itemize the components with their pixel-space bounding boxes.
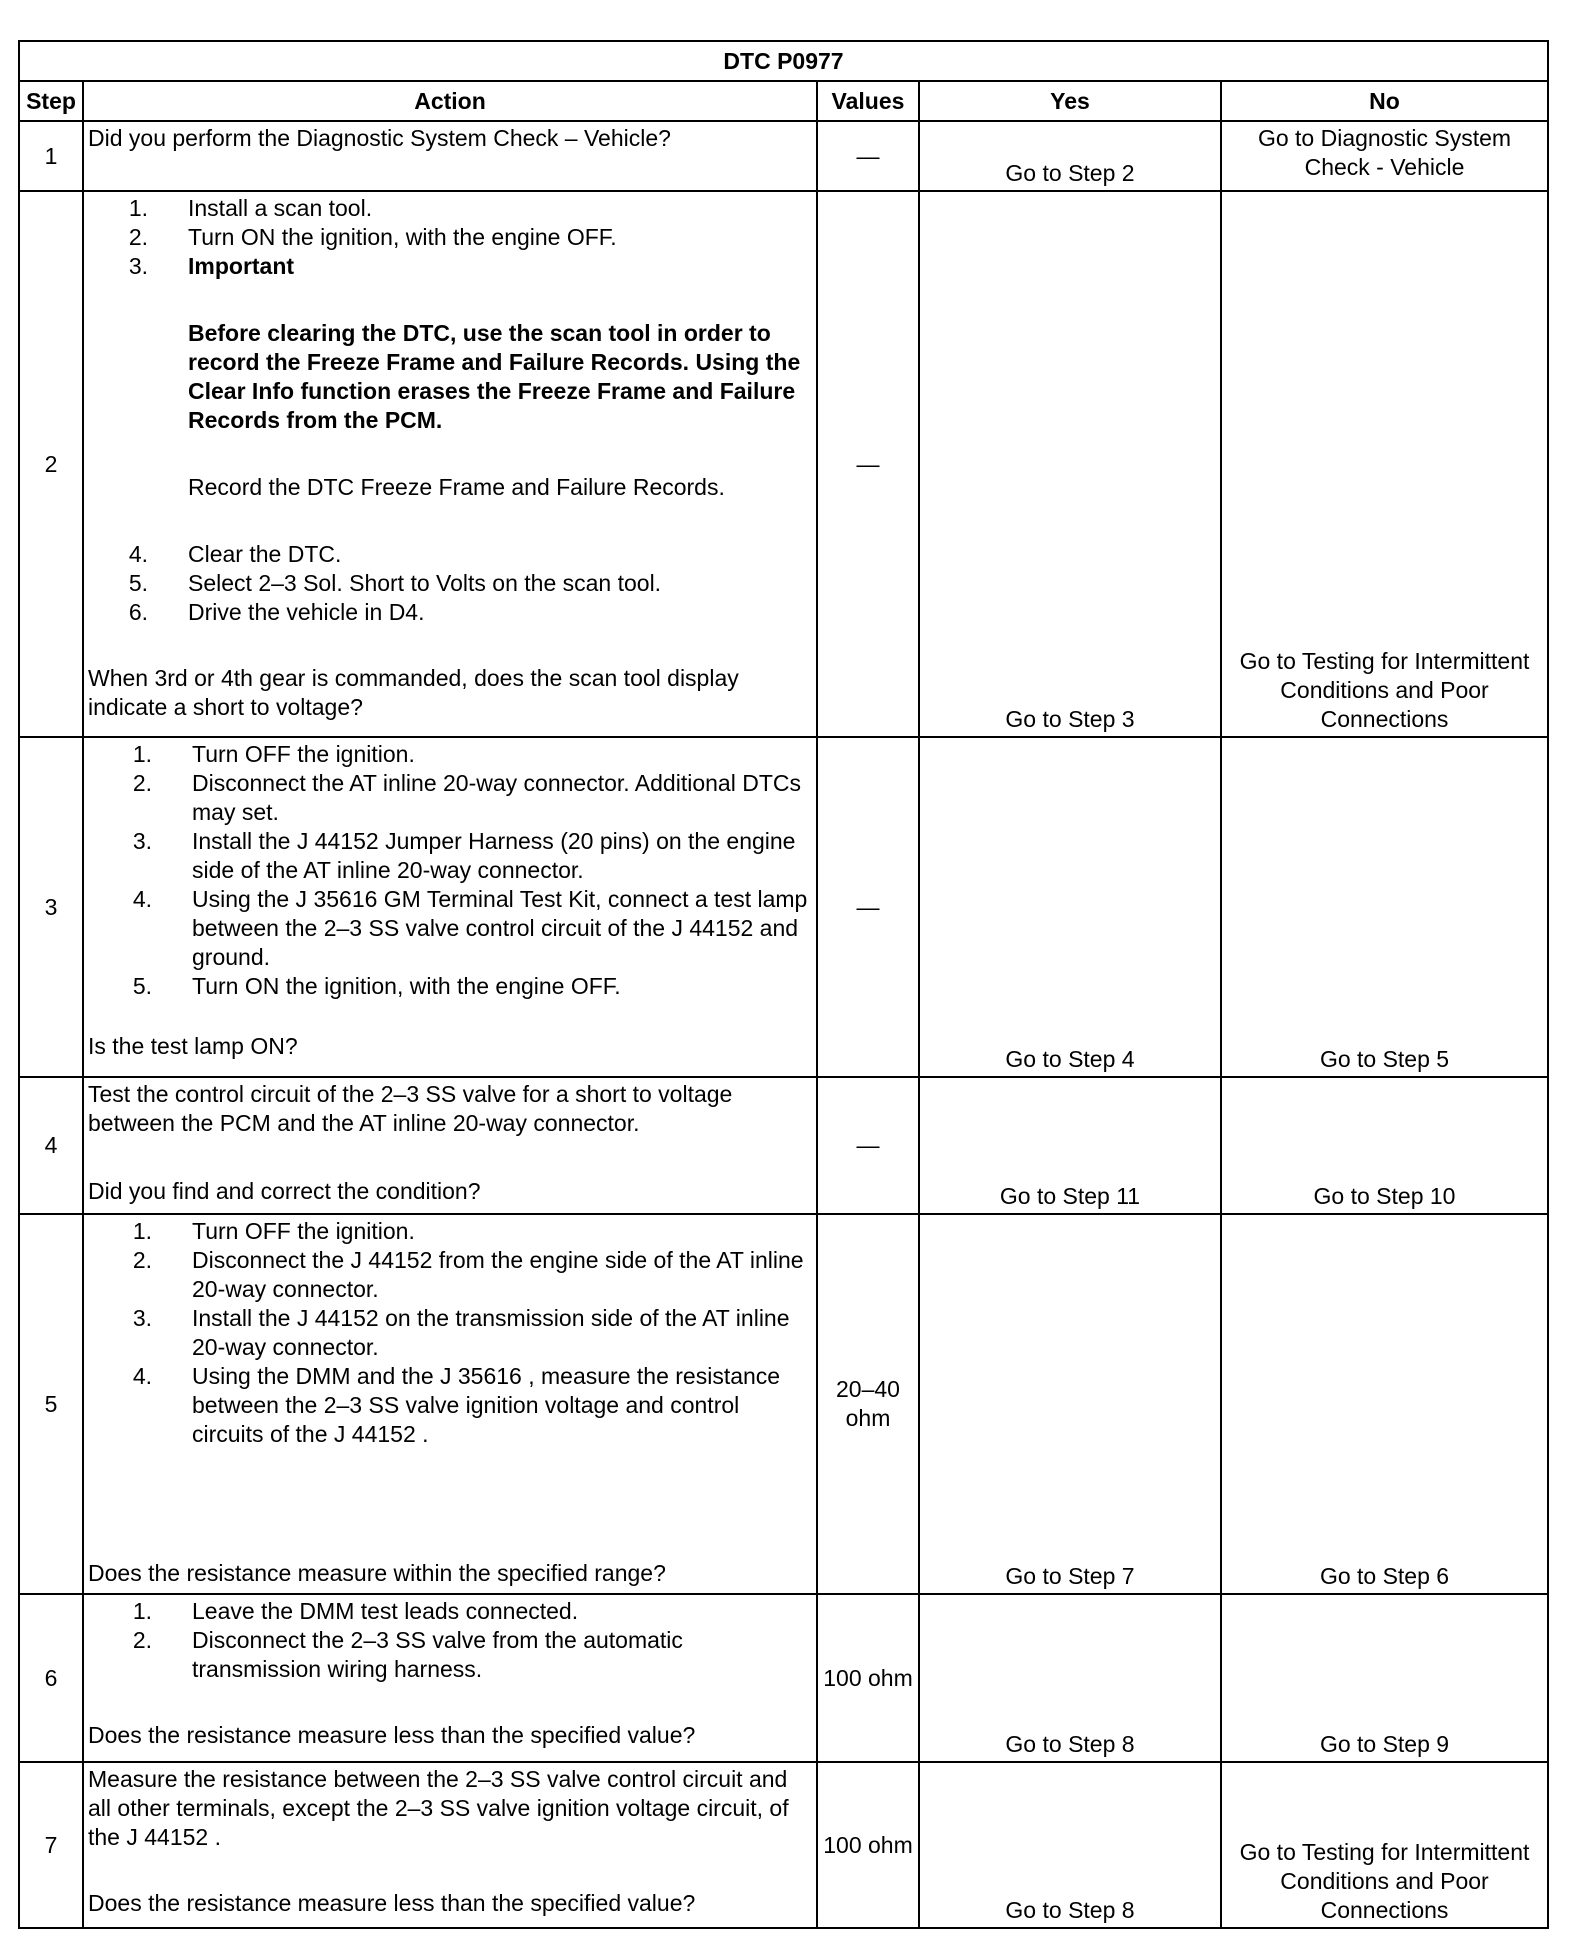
value-cell: 100 ohm bbox=[817, 1762, 919, 1928]
table-title: DTC P0977 bbox=[19, 41, 1548, 81]
action-cell bbox=[83, 1762, 817, 1928]
action-text: Test the control circuit of the 2–3 SS valve for a short to voltage between the PCM and the AT inline 20-way connector. bbox=[88, 1081, 733, 1136]
step-list-item: 2. Disconnect the J 44152 from the engine side of the AT inline 20-way connector. bbox=[132, 1247, 804, 1302]
step-list-item: 2. Turn ON the ignition, with the engine OFF. bbox=[128, 224, 617, 250]
action-cell bbox=[83, 191, 817, 737]
yes-cell: Go to Step 8 bbox=[919, 1594, 1221, 1762]
table-row bbox=[19, 1214, 1548, 1594]
action-cell bbox=[83, 1077, 817, 1214]
action-cell bbox=[83, 121, 817, 191]
header-step: Step bbox=[19, 81, 83, 121]
table-row bbox=[19, 1762, 1548, 1928]
dtc-table bbox=[18, 40, 1549, 1929]
action-cell bbox=[83, 737, 817, 1077]
step-list-item: 5. Turn ON the ignition, with the engine OFF. bbox=[132, 973, 621, 999]
step-list-item: 1. Turn OFF the ignition. bbox=[132, 1218, 415, 1244]
action-text: Measure the resistance between the 2–3 SS valve control circuit and all other terminals, except the 2–3 SS valve ignition voltage circuit, of the J 44152 . bbox=[88, 1766, 789, 1850]
no-cell: Go to Diagnostic System Check - Vehicle bbox=[1221, 121, 1548, 191]
yes-cell: Go to Step 3 bbox=[919, 191, 1221, 737]
step-number: 6 bbox=[19, 1594, 83, 1762]
step-list-item: 2. Disconnect the AT inline 20-way connector. Additional DTCs may set. bbox=[132, 770, 801, 825]
step-list-item: 4. Clear the DTC. bbox=[128, 541, 342, 567]
step-list-item: 4. Using the J 35616 GM Terminal Test Kit, connect a test lamp between the 2–3 SS valve control circuit of the J 44152 and ground. bbox=[132, 886, 808, 970]
step-list-item: 3. Install the J 44152 on the transmission side of the AT inline 20-way connector. bbox=[132, 1305, 790, 1360]
step-list-item: 3. Install the J 44152 Jumper Harness (20 pins) on the engine side of the AT inline 20-way connector. bbox=[132, 828, 796, 883]
value-cell: — bbox=[817, 737, 919, 1077]
header-no: No bbox=[1221, 81, 1548, 121]
step-list-item: 1. Leave the DMM test leads connected. bbox=[132, 1598, 579, 1624]
step-list-item: 1. Install a scan tool. bbox=[128, 195, 373, 221]
action-question: Did you perform the Diagnostic System Check – Vehicle? bbox=[88, 125, 671, 151]
value-cell: — bbox=[817, 1077, 919, 1214]
action-question: When 3rd or 4th gear is commanded, does the scan tool display indicate a short to voltage? bbox=[88, 665, 739, 720]
step-list-item: 6. Drive the vehicle in D4. bbox=[128, 599, 425, 625]
no-cell: Go to Step 6 bbox=[1221, 1214, 1548, 1594]
action-question: Does the resistance measure within the specified range? bbox=[88, 1560, 666, 1586]
header-values: Values bbox=[817, 81, 919, 121]
step-list-item: 4. Using the DMM and the J 35616 , measure the resistance between the 2–3 SS valve ignition voltage and control circuits of the J 44152 . bbox=[132, 1363, 781, 1447]
no-cell: Go to Step 9 bbox=[1221, 1594, 1548, 1762]
record-instruction: Record the DTC Freeze Frame and Failure Records. bbox=[188, 474, 725, 500]
step-list-item: 3. Important bbox=[128, 253, 295, 279]
table-row bbox=[19, 191, 1548, 737]
step-list-item: 1. Turn OFF the ignition. bbox=[132, 741, 415, 767]
step-number: 2 bbox=[19, 191, 83, 737]
yes-cell: Go to Step 4 bbox=[919, 737, 1221, 1077]
step-number: 4 bbox=[19, 1077, 83, 1214]
important-note: Before clearing the DTC, use the scan tool in order to record the Freeze Frame and Failure Records. Using the Clear Info function erases the Freeze Frame and Failure Records from the PCM. bbox=[188, 320, 801, 433]
no-cell: Go to Step 10 bbox=[1221, 1077, 1548, 1214]
step-number: 1 bbox=[19, 121, 83, 191]
value-cell: 20–40 ohm bbox=[817, 1214, 919, 1594]
step-number: 5 bbox=[19, 1214, 83, 1594]
step-list-item: 2. Disconnect the 2–3 SS valve from the automatic transmission wiring harness. bbox=[132, 1627, 683, 1682]
table-row bbox=[19, 737, 1548, 1077]
action-cell bbox=[83, 1214, 817, 1594]
step-number: 3 bbox=[19, 737, 83, 1077]
yes-cell: Go to Step 11 bbox=[919, 1077, 1221, 1214]
action-cell bbox=[83, 1594, 817, 1762]
table-row bbox=[19, 1077, 1548, 1214]
yes-cell: Go to Step 2 bbox=[919, 121, 1221, 191]
step-list-item: 5. Select 2–3 Sol. Short to Volts on the scan tool. bbox=[128, 570, 662, 596]
yes-cell: Go to Step 7 bbox=[919, 1214, 1221, 1594]
header-action: Action bbox=[83, 81, 817, 121]
table-row bbox=[19, 121, 1548, 191]
table-row bbox=[19, 1594, 1548, 1762]
action-question: Does the resistance measure less than the specified value? bbox=[88, 1890, 696, 1916]
no-cell: Go to Step 5 bbox=[1221, 737, 1548, 1077]
yes-cell: Go to Step 8 bbox=[919, 1762, 1221, 1928]
action-question: Is the test lamp ON? bbox=[88, 1033, 298, 1059]
no-cell: Go to Testing for Intermittent Conditions and Poor Connections bbox=[1221, 1762, 1548, 1928]
action-question: Did you find and correct the condition? bbox=[88, 1178, 481, 1204]
header-yes: Yes bbox=[919, 81, 1221, 121]
value-cell: — bbox=[817, 121, 919, 191]
step-number: 7 bbox=[19, 1762, 83, 1928]
no-cell: Go to Testing for Intermittent Conditions and Poor Connections bbox=[1221, 191, 1548, 737]
value-cell: — bbox=[817, 191, 919, 737]
value-cell: 100 ohm bbox=[817, 1594, 919, 1762]
action-question: Does the resistance measure less than the specified value? bbox=[88, 1722, 696, 1748]
